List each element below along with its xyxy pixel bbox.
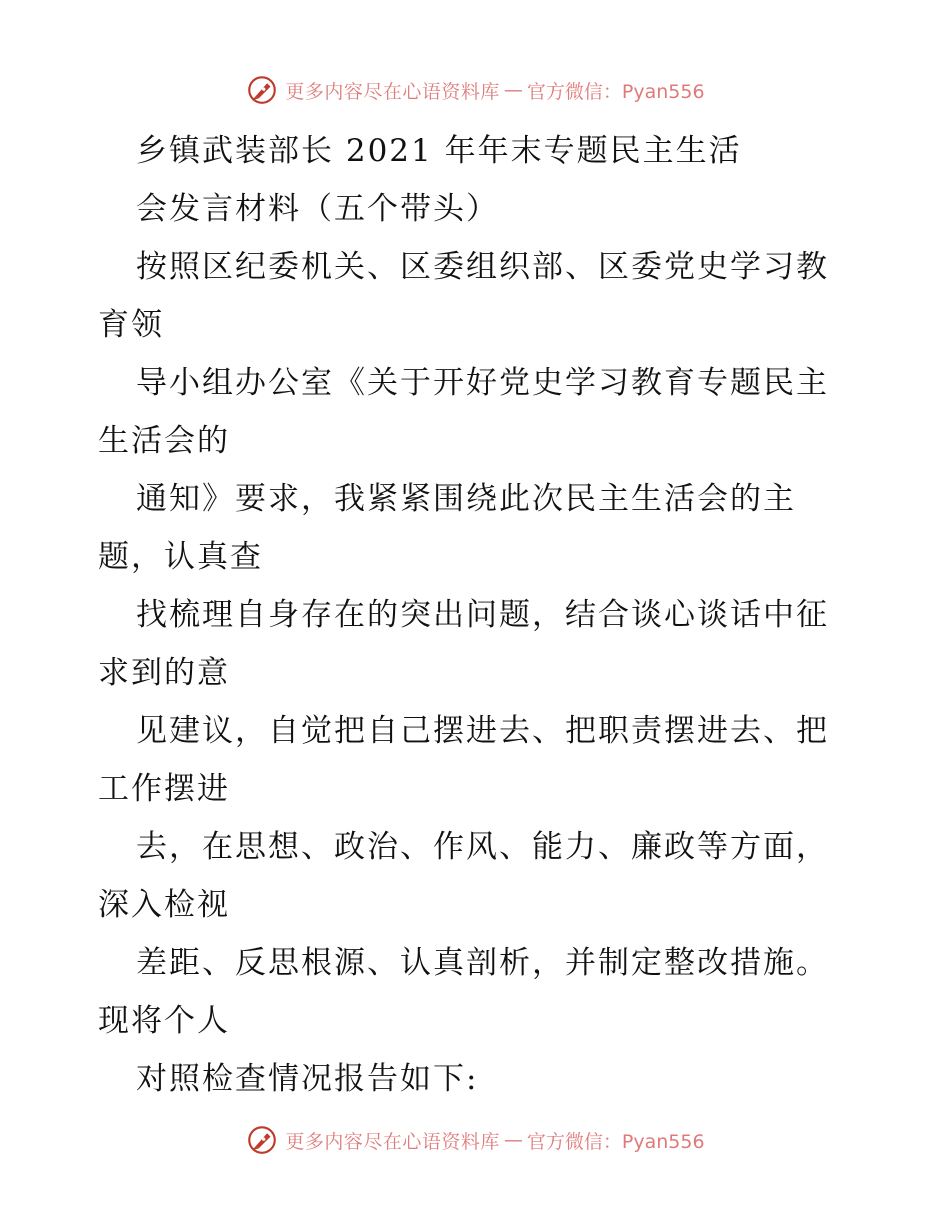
document-line: 按照区纪委机关、区委组织部、区委党史学习教 xyxy=(136,249,829,285)
document-line: 深入检视 xyxy=(98,887,230,923)
footer-banner xyxy=(0,1120,950,1160)
document-line: 导小组办公室《关于开好党史学习教育专题民主 xyxy=(136,365,829,401)
document-body xyxy=(98,122,858,1108)
pen-nib-logo-icon xyxy=(245,1123,279,1157)
document-line: 求到的意 xyxy=(98,655,230,691)
footer-banner-contact: 官方微信：Pyan556 xyxy=(526,1130,705,1153)
document-line: 会发言材料（五个带头） xyxy=(136,191,499,227)
document-line: 去，在思想、政治、作风、能力、廉政等方面， xyxy=(136,829,829,865)
document-line: 生活会的 xyxy=(98,423,230,459)
document-line: 工作摆进 xyxy=(98,771,230,807)
document-line: 找梳理自身存在的突出问题，结合谈心谈话中征 xyxy=(136,597,829,633)
document-line: 现将个人 xyxy=(98,1003,230,1039)
header-banner-contact: 官方微信：Pyan556 xyxy=(526,80,705,103)
document-line: 差距、反思根源、认真剖析，并制定整改措施。 xyxy=(136,945,829,981)
document-line: 题，认真查 xyxy=(98,539,263,575)
footer-banner-inner xyxy=(245,1123,704,1157)
document-line: 对照检查情况报告如下: xyxy=(136,1061,479,1097)
document-line: 见建议，自觉把自己摆进去、把职责摆进去、把 xyxy=(136,713,829,749)
document-line: 乡镇武装部长 2021 年年末专题民主生活 xyxy=(136,133,742,169)
header-banner-inner xyxy=(245,73,704,107)
header-banner-text: 更多内容尽在心语资料库 xyxy=(285,80,500,103)
footer-banner-text: 更多内容尽在心语资料库 xyxy=(285,1130,500,1153)
document-line: 通知》要求，我紧紧围绕此次民主生活会的主 xyxy=(136,481,796,517)
document-line: 育领 xyxy=(98,307,164,343)
footer-banner-separator: — xyxy=(503,1129,523,1151)
pen-nib-logo-icon xyxy=(245,73,279,107)
header-banner xyxy=(0,70,950,110)
header-banner-separator: — xyxy=(503,79,523,101)
